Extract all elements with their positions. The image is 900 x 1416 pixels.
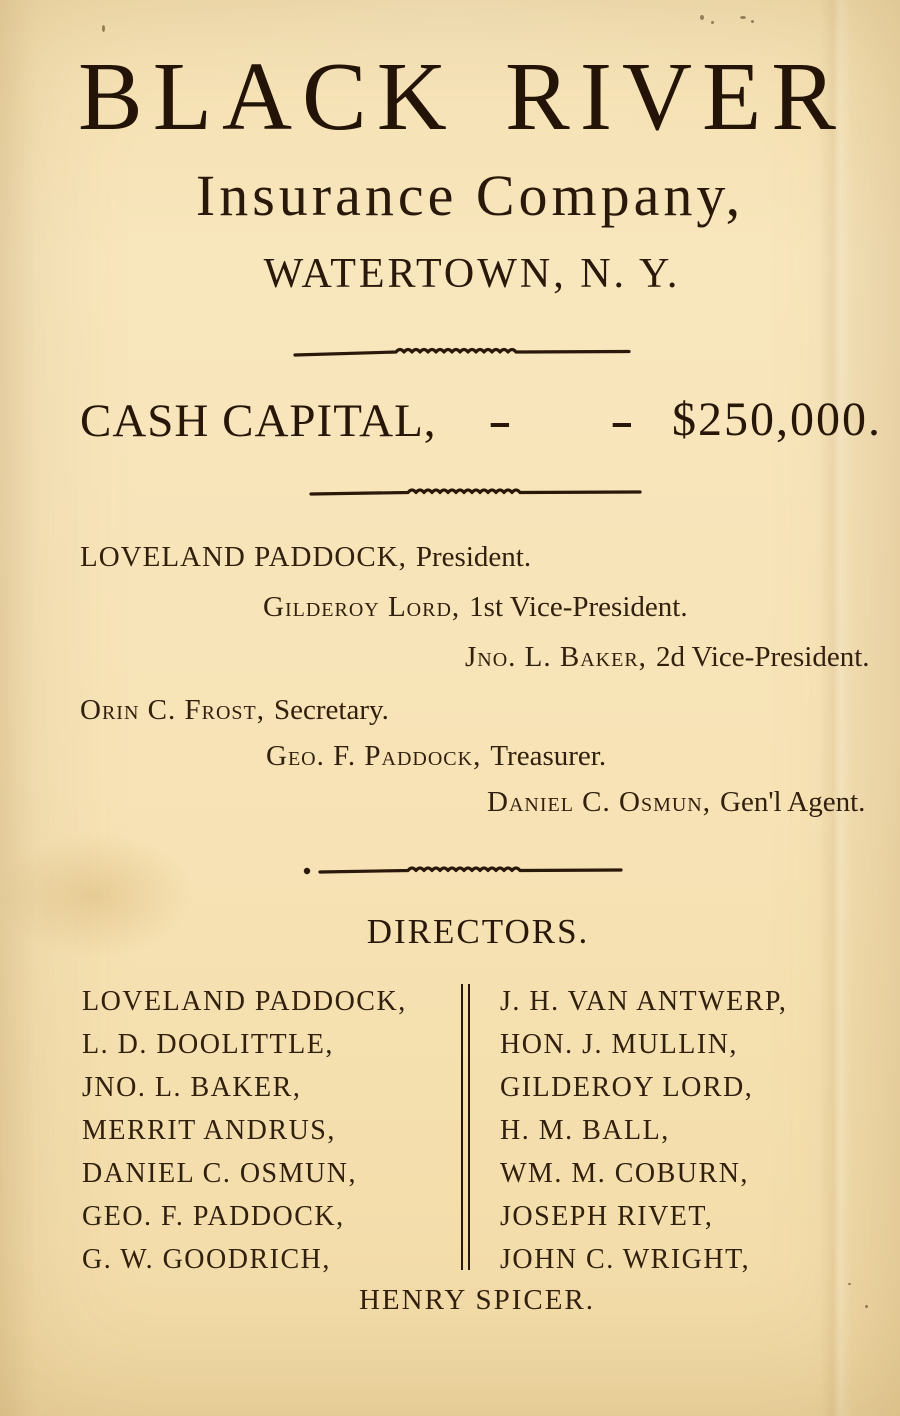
directors-footer-name: HENRY SPICER.	[358, 1284, 596, 1316]
officer-role: 1st Vice-President.	[469, 591, 688, 623]
director-name: L. D. DOOLITTLE,	[82, 1029, 334, 1060]
wavy-divider	[292, 344, 632, 360]
cash-capital-label: CASH CAPITAL,	[80, 395, 437, 447]
director-name: LOVELAND PADDOCK,	[82, 986, 407, 1017]
officer-name: Jno. L. Baker,	[465, 641, 647, 673]
officer-line	[465, 641, 870, 674]
officer-role: 2d Vice-President.	[655, 641, 870, 673]
directors-heading: DIRECTORS.	[366, 912, 590, 951]
column-divider-double-rule	[461, 984, 470, 1270]
director-name: JOHN C. WRIGHT,	[500, 1244, 751, 1275]
wavy-divider	[308, 484, 643, 500]
director-name: J. H. VAN ANTWERP,	[500, 986, 788, 1017]
cash-capital-dash: -	[488, 395, 512, 447]
officer-name: Geo. F. Paddock,	[266, 740, 482, 772]
cash-capital-dash: -	[610, 395, 634, 447]
director-name: GEO. F. PADDOCK,	[82, 1201, 345, 1232]
director-name: HON. J. MULLIN,	[500, 1029, 738, 1060]
paper-speck	[102, 25, 105, 32]
officer-name: LOVELAND PADDOCK,	[80, 541, 407, 573]
paper-speck	[711, 21, 714, 24]
director-name: JOSEPH RIVET,	[500, 1201, 714, 1232]
company-title: BLACK RIVER	[78, 43, 846, 150]
officer-role: Secretary.	[273, 694, 389, 726]
wavy-divider-with-dot	[302, 862, 624, 878]
paper-speck	[700, 15, 704, 20]
officer-role: Gen'l Agent.	[720, 786, 866, 818]
director-name: JNO. L. BAKER,	[82, 1072, 302, 1103]
officer-name: Daniel C. Osmun,	[487, 786, 712, 818]
officer-line	[80, 541, 531, 574]
officer-line	[80, 694, 389, 727]
director-name: WM. M. COBURN,	[500, 1158, 749, 1189]
paper-speck	[740, 16, 746, 19]
officer-role: President.	[415, 541, 532, 573]
officer-line	[263, 591, 688, 624]
officer-line	[487, 786, 865, 819]
director-name: DANIEL C. OSMUN,	[82, 1158, 357, 1189]
paper-speck	[751, 20, 754, 23]
officer-name: Gilderoy Lord,	[263, 591, 461, 623]
director-name: MERRIT ANDRUS,	[82, 1115, 336, 1146]
cash-capital-amount: $250,000.	[672, 393, 882, 446]
company-subtitle: Insurance Company,	[195, 163, 745, 228]
director-name: G. W. GOODRICH,	[82, 1244, 331, 1275]
director-name: GILDEROY LORD,	[500, 1072, 754, 1103]
officer-line	[266, 740, 606, 773]
director-name: H. M. BALL,	[500, 1115, 670, 1146]
officer-role: Treasurer.	[490, 740, 607, 772]
officer-name: Orin C. Frost,	[80, 694, 265, 726]
company-location: WATERTOWN, N. Y.	[263, 251, 681, 297]
